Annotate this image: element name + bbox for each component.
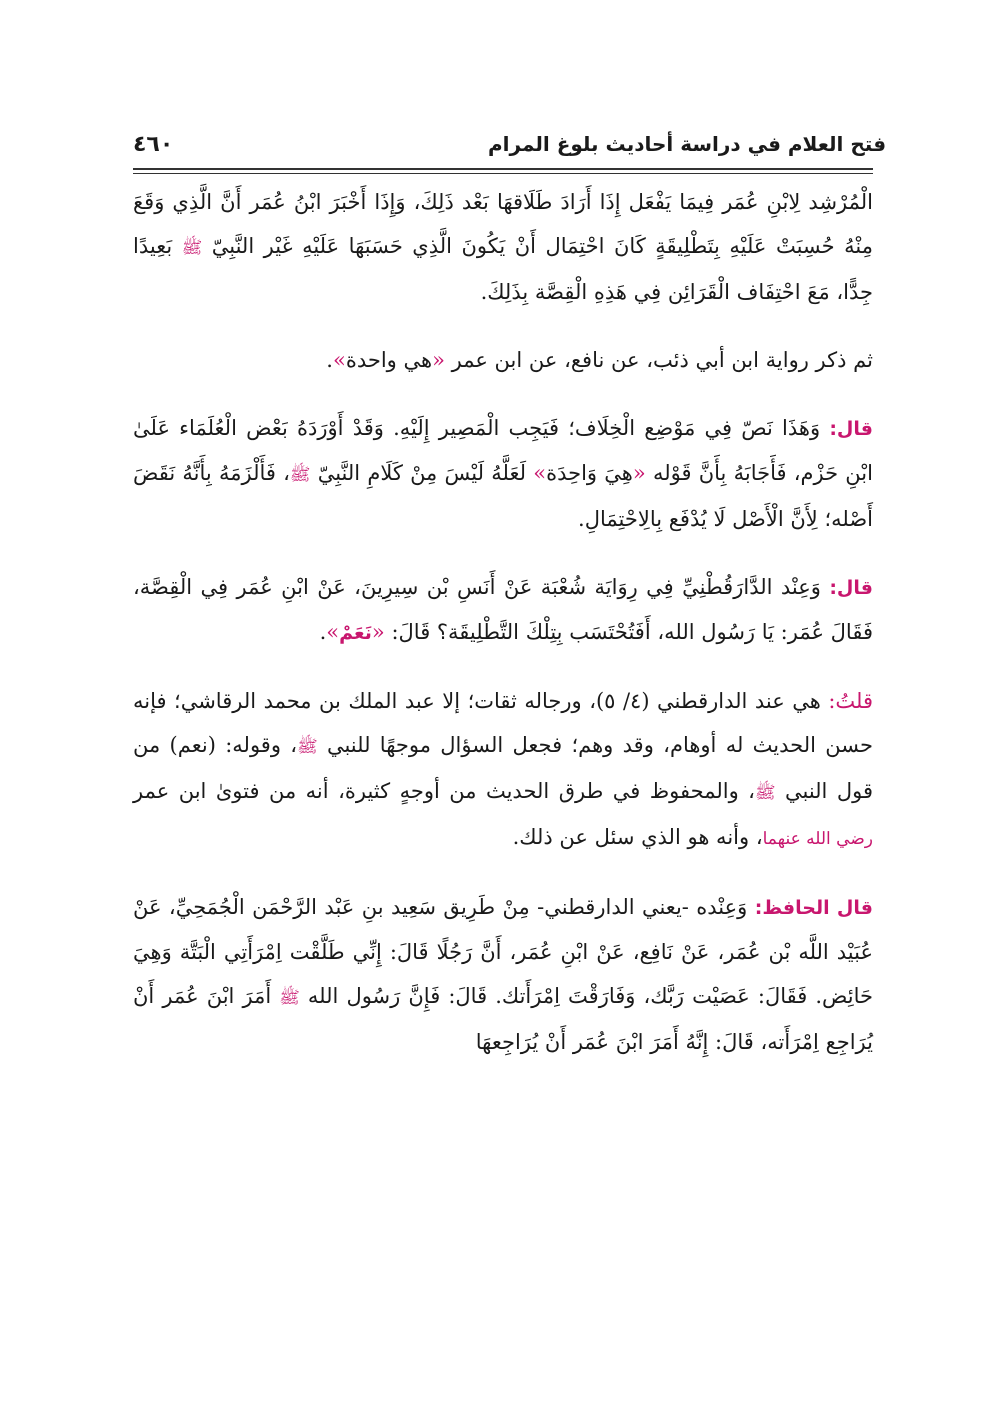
honorific-glyph: ﷺ	[754, 783, 776, 803]
quote-mark-close: »	[533, 461, 547, 485]
text-run: ، والمحفوظ في طرق الحديث من أوجهٍ كثيرة، أنه من فتوىٰ ابن عمر	[133, 779, 755, 803]
text-run: ، وأنه هو الذي سئل عن ذلك.	[512, 825, 763, 849]
honorific-glyph: ﷺ	[279, 988, 300, 1008]
quote-mark-open: «	[632, 461, 646, 485]
text-run: ثم ذكر رواية ابن أبي ذئب، عن نافع، عن ابن عمر	[444, 348, 873, 372]
speaker-marker: قال:	[829, 577, 873, 599]
quoted-hadith-text: نَعَمْ	[339, 622, 372, 644]
speaker-marker: قلتُ:	[828, 689, 873, 713]
paragraph	[133, 885, 873, 1064]
paragraph	[133, 406, 873, 541]
quote-mark-close: »	[326, 620, 340, 644]
text-run: .	[319, 620, 327, 644]
text-run: .	[326, 348, 333, 372]
quote-mark-open: «	[432, 348, 445, 372]
book-page	[133, 122, 887, 1088]
quote-mark-close: »	[332, 348, 346, 372]
paragraph	[133, 338, 873, 382]
paragraph	[133, 180, 873, 314]
speaker-marker: قال الحافظ:	[754, 897, 873, 919]
text-run: لَعَلَّهُ لَيْسَ مِنْ كَلَامِ النَّبِيّ	[310, 461, 534, 485]
honorific-glyph: ﷺ	[181, 238, 203, 258]
paragraph	[133, 679, 873, 861]
text-run: أَمَرَ ابْنَ عُمَر أَنْ يُرَاجِع اِمْرَأَته، قَالَ: إِنَّهُ أَمَرَ ابْنَ عُمَر أَنْ يُرَاجِعهَا	[133, 984, 873, 1054]
page-header	[133, 122, 887, 168]
text-run: الْمُرْشِد لِابْنِ عُمَر فِيمَا يَفْعَل إِذَا أَرَادَ طَلَاقهَا بَعْد ذَلِكَ، وَإِذَا أَخْبَرَ ابْنُ عُمَر أَنَّ الَّذِي وَقَعَ مِنْهُ حُسِبَتْ عَلَيْهِ بِتَطْلِيقَةٍ كَانَ احْتِمَال أَنْ يَكُونَ الَّذِي حَسَبَهَا عَلَيْهِ غَيْر النَّبِيّ	[133, 190, 873, 258]
text-run: ، وقوله: (نعم) من قول النبي	[133, 733, 873, 803]
running-title: فتح العلام في دراسة أحاديث بلوغ المرام	[488, 132, 887, 156]
text-run: وَعِنْده -يعني الدارقطني- مِنْ طَرِيق سَعِيد بنِ عَبْد الرَّحْمَن الْجُمَحِيِّ، عَنْ عُبَيْد اللَّه بْن عُمَر، عَنْ نَافِع، عَنْ ابْنِ عُمَر، أَنَّ رَجُلًا قَالَ: إِنِّي طَلَّقْت اِمْرَأَتِي الْبَتَّة وَهِيَ حَائِض. فَقَالَ: عَصَيْت رَبَّك، وَفَارَقْتَ اِمْرَأَتك. قَالَ: فَإِنَّ رَسُول الله	[133, 895, 873, 1008]
honorific-glyph: ﷺ	[289, 465, 311, 485]
paragraph	[133, 565, 873, 655]
text-run: وَعِنْد الدَّارَقُطْنِيِّ فِي رِوَايَة شُعْبَة عَنْ أَنَسِ بْن سِيرِينَ، عَنْ ابْنِ عُمَر فِي الْقِصَّة، فَقَالَ عُمَر: يَا رَسُول الله، أَفَتُحْتَسَب بِتِلْكَ التَّطْلِيقَة؟ قَالَ:	[133, 575, 873, 644]
quote-mark-open: «	[371, 620, 385, 644]
quoted-hadith-text: هي واحدة	[345, 348, 433, 372]
honorific-glyph: ﷺ	[297, 737, 318, 757]
header-rule-thin	[133, 173, 873, 174]
speaker-marker: قال:	[829, 418, 873, 440]
text-run: وَهَذَا نَصّ فِي مَوْضِع الْخِلَاف؛ فَيَجِب الْمَصِير إِلَيْهِ. وَقَدْ أَوْرَدَهُ بَعْض الْعُلَمَاء عَلَىٰ ابْنِ حَزْم، فَأَجَابَهُ بِأَنَّ قَوْله	[133, 416, 873, 485]
text-run: ، فَأَلْزَمَهُ بِأَنَّهُ نَقَضَ أَصْله؛ لِأَنَّ الْأَصْل لَا يُدْفَع بِالِاحْتِمَالِ.	[133, 461, 873, 531]
page-number: ٤٦٠	[133, 132, 174, 157]
quoted-hadith-text: هِيَ وَاحِدَة	[546, 461, 633, 485]
header-rule-thick	[133, 168, 873, 170]
text-run: بَعِيدًا جِدًّا، مَعَ احْتِفَاف الْقَرَائِن فِي هَذِهِ الْقِصَّة بِذَلِكَ.	[133, 234, 873, 304]
text-run: هي عند الدارقطني (٤/ ٥)، ورجاله ثقات؛ إلا عبد الملك بن محمد الرقاشي؛ فإنه حسن الحديث له أوهام، وقد وهم؛ فجعل السؤال موجهًا للنبي	[133, 689, 873, 757]
page-body	[133, 180, 873, 1064]
honorific-glyph: رضي الله عنهما	[762, 829, 873, 849]
